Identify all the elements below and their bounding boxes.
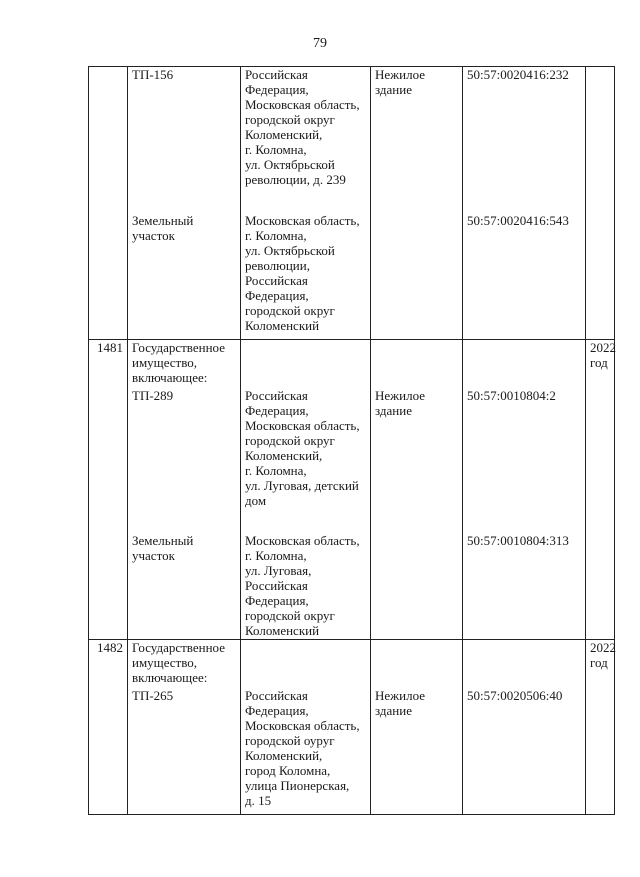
object-type: Нежилое здание bbox=[371, 67, 463, 213]
table-row bbox=[89, 688, 615, 815]
object-type: Нежилое здание bbox=[371, 388, 463, 533]
object-name: ТП-289 bbox=[128, 388, 241, 533]
row-number: 1482 bbox=[89, 640, 128, 688]
table-row bbox=[89, 213, 615, 340]
object-name: Земельный участок bbox=[128, 533, 241, 640]
object-name: Земельный участок bbox=[128, 213, 241, 340]
year: 2022 год bbox=[586, 640, 615, 688]
page-number: 79 bbox=[313, 36, 327, 51]
year: 2022 год bbox=[586, 340, 615, 388]
cadastral-number: 50:57:0010804:2 bbox=[463, 388, 586, 533]
group-header: Государственное имущество, включающее: bbox=[128, 640, 241, 688]
table-row bbox=[89, 67, 615, 213]
year bbox=[586, 67, 615, 213]
table-row bbox=[89, 533, 615, 640]
table-row bbox=[89, 340, 615, 388]
object-name: ТП-265 bbox=[128, 688, 241, 815]
cadastral-number: 50:57:0020416:543 bbox=[463, 213, 586, 340]
table-row bbox=[89, 388, 615, 533]
object-type bbox=[371, 213, 463, 340]
object-address: Московская область, г. Коломна, ул. Октябрьской революции, Российская Федерация, городской округ Коломенский bbox=[241, 213, 371, 340]
group-header: Государственное имущество, включающее: bbox=[128, 340, 241, 388]
property-registry-table bbox=[88, 66, 615, 815]
table-row bbox=[89, 640, 615, 688]
cadastral-number: 50:57:0020506:40 bbox=[463, 688, 586, 815]
object-address: Российская Федерация, Московская область, городской округ Коломенский, г. Коломна, ул. Октябрьской революции, д. 239 bbox=[241, 67, 371, 213]
object-address: Московская область, г. Коломна, ул. Луговая, Российская Федерация, городской округ Коломенский bbox=[241, 533, 371, 640]
row-number bbox=[89, 67, 128, 213]
object-address: Российская Федерация, Московская область, городской округ Коломенский, г. Коломна, ул. Луговая, детский дом bbox=[241, 388, 371, 533]
object-name: ТП-156 bbox=[128, 67, 241, 213]
object-address: Российская Федерация, Московская область, городской оуруг Коломенский, город Коломна, улица Пионерская, д. 15 bbox=[241, 688, 371, 815]
object-type bbox=[371, 533, 463, 640]
row-number: 1481 bbox=[89, 340, 128, 388]
cadastral-number: 50:57:0010804:313 bbox=[463, 533, 586, 640]
cadastral-number: 50:57:0020416:232 bbox=[463, 67, 586, 213]
object-type: Нежилое здание bbox=[371, 688, 463, 815]
